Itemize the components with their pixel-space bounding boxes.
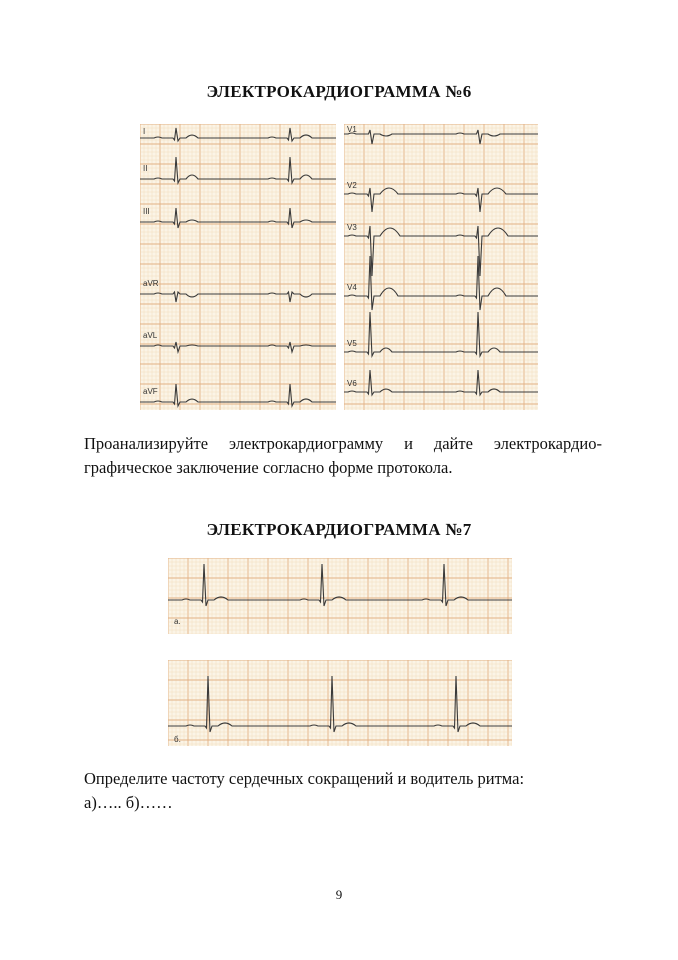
ecg-paper bbox=[140, 124, 336, 410]
lead-label: б. bbox=[174, 735, 181, 744]
ecg7-strip-b bbox=[168, 660, 512, 746]
ecg7-question-line2: а)….. б)…… bbox=[84, 793, 173, 812]
lead-label: а. bbox=[174, 617, 181, 626]
ecg7-heading: ЭЛЕКТРОКАРДИОГРАММА №7 bbox=[206, 520, 472, 539]
ecg6-limb-leads-image bbox=[140, 124, 336, 410]
lead-label: V3 bbox=[347, 223, 357, 232]
lead-label: V6 bbox=[347, 379, 357, 388]
ecg7-strip-a bbox=[168, 558, 512, 634]
lead-label: II bbox=[143, 164, 148, 173]
ecg6-instruction: Проанализируйте электрокардиограмму и дайте электрокардио-графическое заключение согласно форме протокола. bbox=[84, 434, 602, 477]
page-number: 9 bbox=[335, 887, 343, 902]
ecg7-question-line1: Определите частоту сердечных сокращений и водитель ритма: bbox=[84, 769, 525, 788]
lead-label: V4 bbox=[347, 283, 357, 292]
lead-label: V5 bbox=[347, 339, 357, 348]
lead-label: aVR bbox=[143, 279, 159, 288]
ecg-paper bbox=[344, 124, 538, 410]
lead-label: I bbox=[143, 127, 146, 136]
ecg6-heading: ЭЛЕКТРОКАРДИОГРАММА №6 bbox=[206, 82, 472, 101]
lead-label: V2 bbox=[347, 181, 357, 190]
ecg7-question bbox=[84, 767, 602, 815]
lead-label: aVF bbox=[143, 387, 158, 396]
lead-label: aVL bbox=[143, 331, 158, 340]
lead-label: III bbox=[143, 207, 150, 216]
ecg6-chest-leads-image bbox=[344, 124, 538, 410]
lead-label: V1 bbox=[347, 125, 357, 134]
